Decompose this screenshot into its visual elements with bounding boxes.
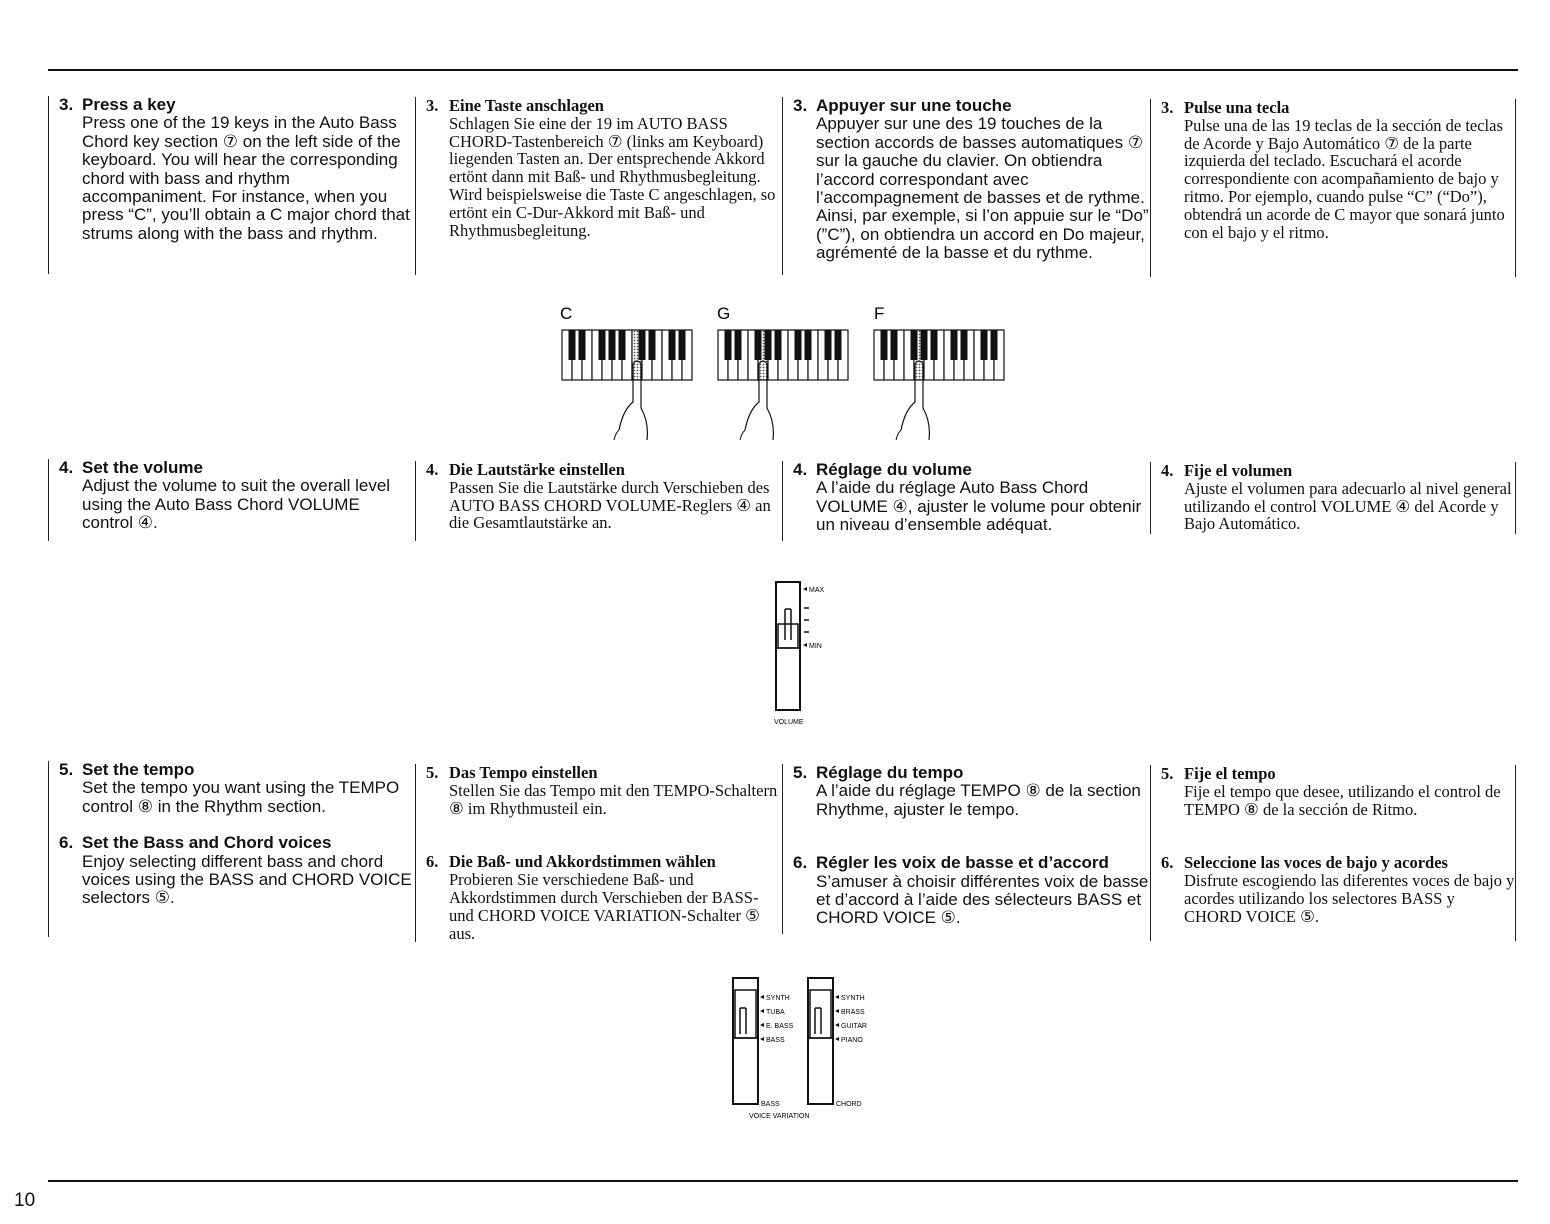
step-number: 4.: [793, 460, 808, 479]
chord-option-guitar: GUITAR: [841, 1023, 867, 1030]
step-text: Pulse una de las 19 teclas de la sección de teclas de Acorde y Bajo Automático ⑦ de la parte izquierda del teclado. Escuchará el acorde correspondiente con acompañamiento de bajo y ritmo. Por ejemplo, cuando pulse “C” (“Do”), obtendrá un acorde de C mayor que sonará junto con el bajo y el ritmo.: [1184, 115, 1505, 242]
column-german-steps5-6: [415, 764, 778, 942]
step-text: Passen Sie die Lautstärke durch Verschieben des AUTO BASS CHORD VOLUME-Reglers ④ an die Gesamtlautstärke an.: [449, 477, 771, 533]
step-number: 3.: [1161, 98, 1174, 117]
keyboard-c: [562, 330, 692, 440]
key-label-c: C: [560, 304, 573, 323]
column-french-steps5-6: [782, 764, 1149, 934]
step-number: 4.: [1161, 461, 1174, 480]
step-number: 6.: [426, 852, 439, 872]
step-title: Fije el volumen: [1184, 461, 1293, 480]
keyboard-illustration: [540, 300, 1020, 440]
volume-caption: VOLUME: [774, 719, 804, 726]
column-english-step4: [48, 459, 414, 541]
step-text: Enjoy selecting different bass and chord voices using the BASS and CHORD VOICE selectors ⑤.: [82, 851, 412, 908]
bass-slider-label: BASS: [761, 1101, 780, 1108]
chord-option-synth: SYNTH: [841, 995, 865, 1002]
top-rule: [48, 69, 1518, 71]
volume-slider-illustration: [760, 578, 860, 728]
step-title: Set the Bass and Chord voices: [82, 833, 332, 853]
step-number: 5.: [59, 760, 74, 779]
column-spanish-steps5-6: [1150, 765, 1516, 941]
key-label-f: F: [874, 304, 885, 323]
step-title: Fije el tempo: [1184, 764, 1276, 783]
step-title: Seleccione las voces de bajo y acordes: [1184, 853, 1448, 873]
step-title: Réglage du tempo: [816, 763, 964, 782]
column-english-step3: [48, 96, 414, 274]
voice-variation-caption: VOICE VARIATION: [749, 1113, 810, 1120]
keyboard-f: [874, 330, 1004, 440]
voice-variation-illustration: [725, 972, 885, 1122]
step-text: Probieren Sie verschiedene Baß- und Akkordstimmen durch Verschieben der BASS- und CHORD VOICE VARIATION-Schalter ⑤ aus.: [449, 870, 760, 943]
step-text: Schlagen Sie eine der 19 im AUTO BASS CHORD-Tastenbereich ⑦ (links am Keyboard) liegenden Tasten an. Der entsprechende Akkord ertönt dann mit Baß- und Rhythmusbegleitung. Wird beispielsweise die Taste C angeschlagen, so ertönt ein C-Dur-Akkord mit Baß- und Rhythmusbegleitung.: [449, 113, 776, 240]
step-number: 6.: [1161, 853, 1174, 873]
step-text: Press one of the 19 keys in the Auto Bass Chord key section ⑦ on the left side of the keyboard. You will hear the corresponding chord with bass and rhythm accompaniment. For instance, when you press “C”, you’ll obtain a C major chord that strums along with the bass and rhythm.: [82, 113, 410, 243]
step-number: 3.: [426, 96, 439, 115]
chord-option-brass: BRASS: [841, 1009, 865, 1016]
column-spanish-step3: [1150, 99, 1516, 277]
step-title: Set the tempo: [82, 760, 195, 779]
bottom-rule: [48, 1180, 1518, 1182]
column-english-steps5-6: [48, 761, 414, 937]
step-number: 4.: [426, 460, 439, 479]
step-title: Die Lautstärke einstellen: [449, 460, 625, 479]
page-number: 10: [14, 1190, 36, 1211]
step-number: 3.: [59, 95, 74, 114]
chord-slider-label: CHORD: [836, 1101, 862, 1108]
volume-max-label: MAX: [809, 587, 825, 594]
step-title: Die Baß- und Akkordstimmen wählen: [449, 852, 716, 872]
bass-option-e-bass: E. BASS: [766, 1023, 794, 1030]
step-number: 5.: [793, 763, 808, 782]
step-title: Appuyer sur une touche: [816, 96, 1012, 115]
step-number: 5.: [1161, 764, 1174, 783]
column-german-step3: [415, 97, 778, 275]
column-german-step4: [415, 461, 778, 541]
step-text: A l’aide du réglage TEMPO ⑧ de la section Rhythme, ajuster le tempo.: [816, 781, 1141, 819]
bass-option-synth: SYNTH: [766, 995, 790, 1002]
chord-option-piano: PIANO: [841, 1037, 863, 1044]
column-french-step3: [782, 97, 1149, 275]
step-title: Réglage du volume: [816, 460, 972, 479]
bass-option-bass: BASS: [766, 1037, 785, 1044]
step-title: Press a key: [82, 95, 176, 114]
step-text: Ajuste el volumen para adecuarlo al nivel general utilizando el control VOLUME ④ del Acorde y Bajo Automático.: [1184, 478, 1512, 534]
column-french-step4: [782, 461, 1149, 541]
step-text: S’amuser à choisir différentes voix de basse et d’accord à l’aide des sélecteurs BASS et CHORD VOICE ⑤.: [816, 871, 1149, 928]
step-title: Set the volume: [82, 458, 203, 477]
keyboard-g: [718, 330, 848, 440]
step-text: Adjust the volume to suit the overall level using the Auto Bass Chord VOLUME control ④.: [82, 476, 391, 533]
column-spanish-step4: [1150, 462, 1516, 534]
step-title: Das Tempo einstellen: [449, 763, 598, 782]
bass-option-tuba: TUBA: [766, 1009, 785, 1016]
step-title: Régler les voix de basse et d’accord: [816, 853, 1109, 873]
step-text: Appuyer sur une des 19 touches de la section accords de basses automatiques ⑦ sur la gauche du clavier. On obtiendra l’accord correspondant avec l’accompagnement de basses et de rythme. Ainsi, par exemple, si l’on appuie sur le “Do” (”C”), on obtiendra un accord en Do majeur, agrémenté de la basse et du rythme.: [816, 114, 1149, 263]
step-number: 6.: [59, 833, 74, 853]
volume-min-label: MIN: [809, 643, 822, 650]
step-number: 3.: [793, 96, 808, 115]
step-text: Disfrute escogiendo las diferentes voces de bajo y acordes utilizando los selectores BASS y CHORD VOICE ⑤.: [1184, 871, 1515, 926]
step-title: Pulse una tecla: [1184, 98, 1290, 117]
step-title: Eine Taste anschlagen: [449, 96, 604, 115]
step-number: 4.: [59, 458, 74, 477]
key-label-g: G: [717, 304, 731, 323]
step-text: Fije el tempo que desee, utilizando el control de TEMPO ⑧ de la sección de Ritmo.: [1184, 781, 1501, 819]
step-number: 6.: [793, 853, 808, 873]
step-text: Stellen Sie das Tempo mit den TEMPO-Schaltern ⑧ im Rhythmusteil ein.: [449, 780, 778, 818]
step-number: 5.: [426, 763, 439, 782]
step-text: Set the tempo you want using the TEMPO control ⑧ in the Rhythm section.: [82, 778, 400, 816]
step-text: A l’aide du réglage Auto Bass Chord VOLUME ④, ajuster le volume pour obtenir un niveau d’ensemble adéquat.: [816, 478, 1142, 535]
